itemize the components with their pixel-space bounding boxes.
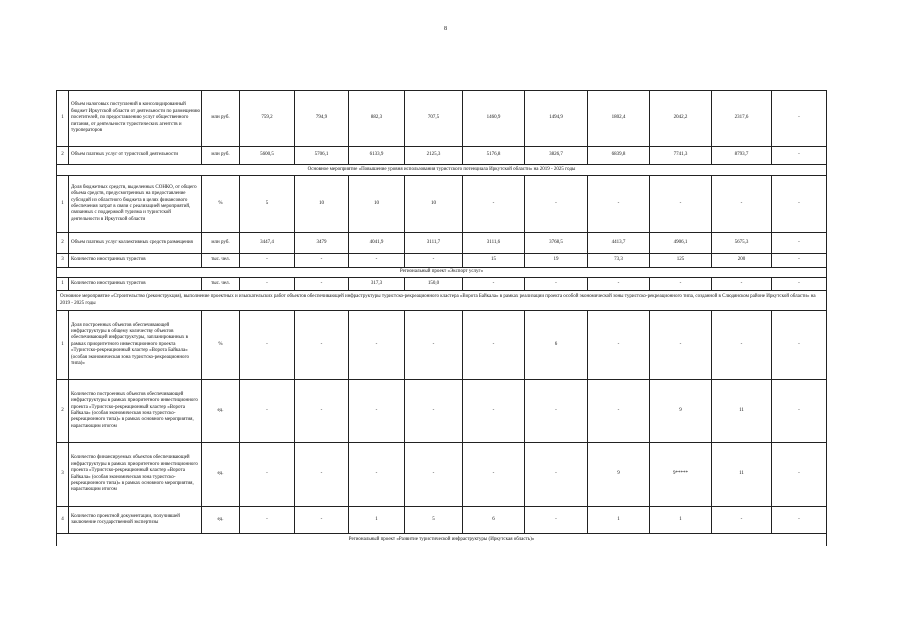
- value-cell: 4413,7: [588, 233, 650, 254]
- table-row: [57, 233, 827, 254]
- section-row: [57, 165, 827, 176]
- table-body: [57, 91, 827, 546]
- unit-cell: тыс. чел.: [202, 278, 240, 291]
- value-cell: -: [772, 278, 827, 291]
- value-cell: -: [240, 507, 295, 534]
- value-cell: 150,0: [405, 278, 463, 291]
- section-row: [57, 534, 827, 546]
- value-cell: 2042,2: [650, 91, 712, 147]
- value-cell: -: [525, 507, 588, 534]
- row-number: 4: [57, 507, 69, 534]
- value-cell: -: [588, 278, 650, 291]
- indicator-name: Количество финансируемых объектов обеспечивающей инфраструктуры в рамках приоритетного инвестиционного проекта «Туристско-рекреационный кластер «Ворота Байкала» (особая экономическая зона туристско-рекреационного типа)» в рамках основного мероприятия, нарастающим итогом: [69, 443, 202, 507]
- value-cell: 11: [712, 380, 772, 443]
- value-cell: 5675,3: [712, 233, 772, 254]
- indicator-name: Доля бюджетных средств, выделенных СОНКО, от общего объема средств, предусмотренных на предоставление субсидий из областного бюджета в целях финансового обеспечения затрат в связи с реализацией мероприятий, связанных с поддержкой туризма и туристской деятельности в Иркутской области: [69, 176, 202, 233]
- value-cell: -: [405, 254, 463, 268]
- value-cell: -: [295, 311, 349, 380]
- value-cell: -: [650, 311, 712, 380]
- section-title: Основное мероприятие «Повышение уровня использования туристского потенциала Иркутской области» на 2019 - 2025 годы: [57, 165, 827, 176]
- value-cell: -: [405, 380, 463, 443]
- value-cell: -: [772, 233, 827, 254]
- value-cell: 707,5: [405, 91, 463, 147]
- row-number: 1: [57, 311, 69, 380]
- value-cell: -: [650, 176, 712, 233]
- value-cell: -: [772, 311, 827, 380]
- value-cell: -: [405, 443, 463, 507]
- value-cell: -: [650, 278, 712, 291]
- value-cell: -: [712, 176, 772, 233]
- value-cell: 9: [650, 380, 712, 443]
- value-cell: -: [295, 380, 349, 443]
- section-title: Региональный проект «Экспорт услуг»: [57, 268, 827, 278]
- indicator-name: Объем платных услуг коллективных средств размещения: [69, 233, 202, 254]
- value-cell: 6: [463, 507, 525, 534]
- row-number: 3: [57, 254, 69, 268]
- value-cell: -: [240, 443, 295, 507]
- unit-cell: млн руб.: [202, 147, 240, 165]
- value-cell: 1494,9: [525, 91, 588, 147]
- row-number: 2: [57, 147, 69, 165]
- value-cell: 11: [712, 443, 772, 507]
- table-row: [57, 380, 827, 443]
- value-cell: -: [295, 507, 349, 534]
- value-cell: -: [463, 443, 525, 507]
- value-cell: -: [772, 443, 827, 507]
- indicator-name: Количество построенных объектов обеспечивающей инфраструктуры в рамках приоритетного инвестиционного проекта «Туристско-рекреационный кластер «Ворота Байкала» (особая экономическая зона туристско-рекреационного типа)» в рамках основного мероприятия, нарастающим итогом: [69, 380, 202, 443]
- value-cell: 9: [588, 443, 650, 507]
- value-cell: 6133,9: [349, 147, 405, 165]
- value-cell: -: [349, 443, 405, 507]
- row-number: 1: [57, 91, 69, 147]
- value-cell: -: [772, 91, 827, 147]
- value-cell: -: [525, 278, 588, 291]
- value-cell: -: [295, 278, 349, 291]
- section-row: [57, 268, 827, 278]
- unit-cell: %: [202, 311, 240, 380]
- value-cell: -: [240, 278, 295, 291]
- table-row: [57, 176, 827, 233]
- value-cell: 3826,7: [525, 147, 588, 165]
- value-cell: -: [772, 176, 827, 233]
- value-cell: -: [772, 147, 827, 165]
- value-cell: -: [349, 380, 405, 443]
- value-cell: -: [772, 380, 827, 443]
- table-row: [57, 91, 827, 147]
- value-cell: 1460,9: [463, 91, 525, 147]
- value-cell: 317,3: [349, 278, 405, 291]
- value-cell: -: [588, 311, 650, 380]
- table-row: [57, 278, 827, 291]
- value-cell: -: [463, 176, 525, 233]
- value-cell: -: [712, 507, 772, 534]
- value-cell: 3447,4: [240, 233, 295, 254]
- table-row: [57, 507, 827, 534]
- unit-cell: ед.: [202, 507, 240, 534]
- indicators-table: [56, 90, 827, 546]
- indicator-name: Объем платных услуг от туристской деятельности: [69, 147, 202, 165]
- value-cell: -: [463, 278, 525, 291]
- value-cell: 5: [405, 507, 463, 534]
- row-number: 3: [57, 443, 69, 507]
- value-cell: -: [525, 443, 588, 507]
- value-cell: -: [525, 380, 588, 443]
- row-number: 2: [57, 233, 69, 254]
- value-cell: -: [588, 176, 650, 233]
- value-cell: -: [240, 311, 295, 380]
- table-row: [57, 443, 827, 507]
- value-cell: 3479: [295, 233, 349, 254]
- value-cell: 1: [650, 507, 712, 534]
- row-number: 2: [57, 380, 69, 443]
- value-cell: 4041,9: [349, 233, 405, 254]
- value-cell: 10: [295, 176, 349, 233]
- indicator-name: Количество иностранных туристов: [69, 278, 202, 291]
- value-cell: -: [295, 254, 349, 268]
- value-cell: 1: [349, 507, 405, 534]
- unit-cell: тыс. чел.: [202, 254, 240, 268]
- value-cell: -: [405, 311, 463, 380]
- value-cell: 3768,5: [525, 233, 588, 254]
- value-cell: 882,3: [349, 91, 405, 147]
- row-number: 1: [57, 278, 69, 291]
- section-row: [57, 291, 827, 311]
- unit-cell: %: [202, 176, 240, 233]
- indicator-name: Доля построенных объектов обеспечивающей инфраструктуры в общему количеству объектов обеспечивающей инфраструктуры, запланированных в рамках приоритетного инвестиционного проекта «Туристско-рекреационный кластер «Ворота Байкала» (особая экономическая зона туристско-рекреационного типа)»: [69, 311, 202, 380]
- indicator-name: Количество проектной документации, получившей заключение государственной экспертизы: [69, 507, 202, 534]
- unit-cell: млн руб.: [202, 91, 240, 147]
- value-cell: 19: [525, 254, 588, 268]
- value-cell: 5176,8: [463, 147, 525, 165]
- value-cell: 3111,6: [463, 233, 525, 254]
- indicator-name: Объем налоговых поступлений в консолидированный бюджет Иркутской области от деятельности по размещению посетителей, по предоставлению услуг общественного питания, от деятельности туристических агентств и туроператоров: [69, 91, 202, 147]
- value-cell: 125: [650, 254, 712, 268]
- value-cell: 10: [405, 176, 463, 233]
- indicator-name: Количество иностранных туристов: [69, 254, 202, 268]
- value-cell: 2317,6: [712, 91, 772, 147]
- table-row: [57, 147, 827, 165]
- value-cell: 759,2: [240, 91, 295, 147]
- value-cell: -: [349, 254, 405, 268]
- value-cell: -: [463, 311, 525, 380]
- value-cell: 5: [240, 176, 295, 233]
- value-cell: -: [240, 254, 295, 268]
- value-cell: 4906,1: [650, 233, 712, 254]
- value-cell: -: [712, 278, 772, 291]
- value-cell: -: [295, 443, 349, 507]
- unit-cell: млн руб.: [202, 233, 240, 254]
- value-cell: 5706,1: [295, 147, 349, 165]
- value-cell: 3111,7: [405, 233, 463, 254]
- value-cell: -: [349, 311, 405, 380]
- value-cell: -: [240, 380, 295, 443]
- value-cell: 6: [525, 311, 588, 380]
- row-number: 1: [57, 176, 69, 233]
- value-cell: -: [772, 507, 827, 534]
- value-cell: 7741,3: [650, 147, 712, 165]
- page-number: 8: [444, 26, 447, 32]
- value-cell: 9*****: [650, 443, 712, 507]
- value-cell: -: [712, 311, 772, 380]
- value-cell: -: [525, 176, 588, 233]
- value-cell: 8793,7: [712, 147, 772, 165]
- section-title: Региональный проект «Развитие туристической инфраструктуры (Иркутская область)»: [57, 534, 827, 546]
- value-cell: 6839,8: [588, 147, 650, 165]
- value-cell: 1: [588, 507, 650, 534]
- value-cell: -: [463, 380, 525, 443]
- value-cell: 200: [712, 254, 772, 268]
- unit-cell: ед.: [202, 443, 240, 507]
- value-cell: 15: [463, 254, 525, 268]
- value-cell: 794,9: [295, 91, 349, 147]
- value-cell: -: [588, 380, 650, 443]
- value-cell: 5600,5: [240, 147, 295, 165]
- value-cell: 10: [349, 176, 405, 233]
- value-cell: 73,3: [588, 254, 650, 268]
- table-row: [57, 254, 827, 268]
- value-cell: 1802,4: [588, 91, 650, 147]
- section-title: Основное мероприятие «Строительство (реконструкция), выполнение проектных и изыскательских работ объектов обеспечивающей инфраструктуры туристско-рекреационного кластера «Ворота Байкала» в рамках реализации проекта особой экономической зоны туристско-рекреационного типа, созданной в Слюдянском районе Иркутской области» на 2019 - 2025 годы: [57, 291, 827, 311]
- value-cell: 2125,3: [405, 147, 463, 165]
- unit-cell: ед.: [202, 380, 240, 443]
- table-row: [57, 311, 827, 380]
- value-cell: -: [772, 254, 827, 268]
